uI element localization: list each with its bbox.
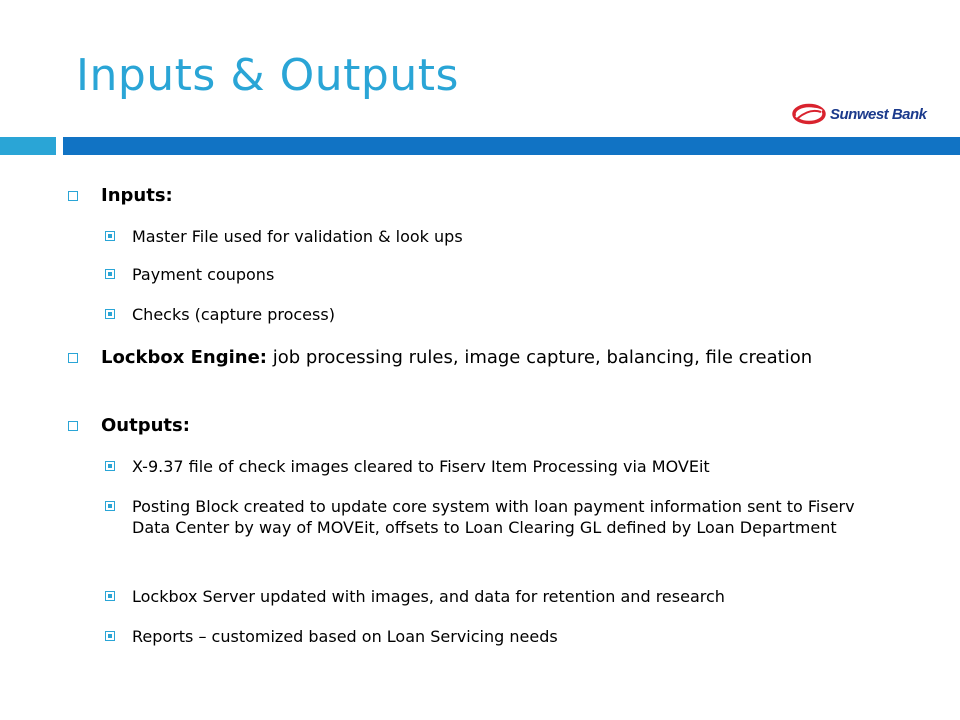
filled-square-bullet-icon [105, 631, 115, 641]
filled-square-bullet-icon [105, 269, 115, 279]
engine-heading: Lockbox Engine: [101, 347, 267, 368]
outputs-subitem [132, 626, 902, 647]
header-bar-accent [0, 137, 56, 155]
outputs-subitem-text: Reports – customized based on Loan Servicing needs [132, 627, 558, 646]
inputs-subitem-text: Checks (capture process) [132, 305, 335, 324]
inputs-subitem-text: Master File used for validation & look ups [132, 227, 463, 246]
sunwest-swoosh-icon [792, 103, 826, 125]
filled-square-bullet-icon [105, 309, 115, 319]
outputs-subitem [132, 456, 902, 477]
outputs-heading: Outputs: [101, 415, 190, 436]
engine-text: job processing rules, image capture, balancing, file creation [267, 347, 813, 368]
slide-title: Inputs & Outputs [76, 50, 459, 101]
hollow-square-bullet-icon [68, 353, 78, 363]
outputs-subitem-text: Lockbox Server updated with images, and data for retention and research [132, 587, 725, 606]
outputs-subitem [132, 586, 902, 607]
hollow-square-bullet-icon [68, 191, 78, 201]
header-bar [63, 137, 960, 155]
inputs-subitem [132, 226, 902, 247]
inputs-subitem-text: Payment coupons [132, 265, 275, 284]
engine-item [101, 347, 871, 369]
inputs-subitem [132, 264, 902, 285]
outputs-subitem-text: X-9.37 file of check images cleared to Fiserv Item Processing via MOVEit [132, 457, 710, 476]
inputs-heading: Inputs: [101, 185, 173, 206]
inputs-subitem [132, 304, 902, 325]
filled-square-bullet-icon [105, 461, 115, 471]
outputs-subitem [132, 496, 897, 538]
filled-square-bullet-icon [105, 231, 115, 241]
inputs-item [101, 185, 881, 207]
filled-square-bullet-icon [105, 591, 115, 601]
hollow-square-bullet-icon [68, 421, 78, 431]
outputs-subitem-text: Posting Block created to update core system with loan payment information sent to Fiserv Data Center by way of MOVEit, offsets to Loan Clearing GL defined by Loan Department [132, 497, 855, 537]
filled-square-bullet-icon [105, 501, 115, 511]
outputs-item [101, 415, 881, 437]
sunwest-bank-logo [792, 101, 937, 127]
logo-text: Sunwest Bank [830, 105, 927, 123]
